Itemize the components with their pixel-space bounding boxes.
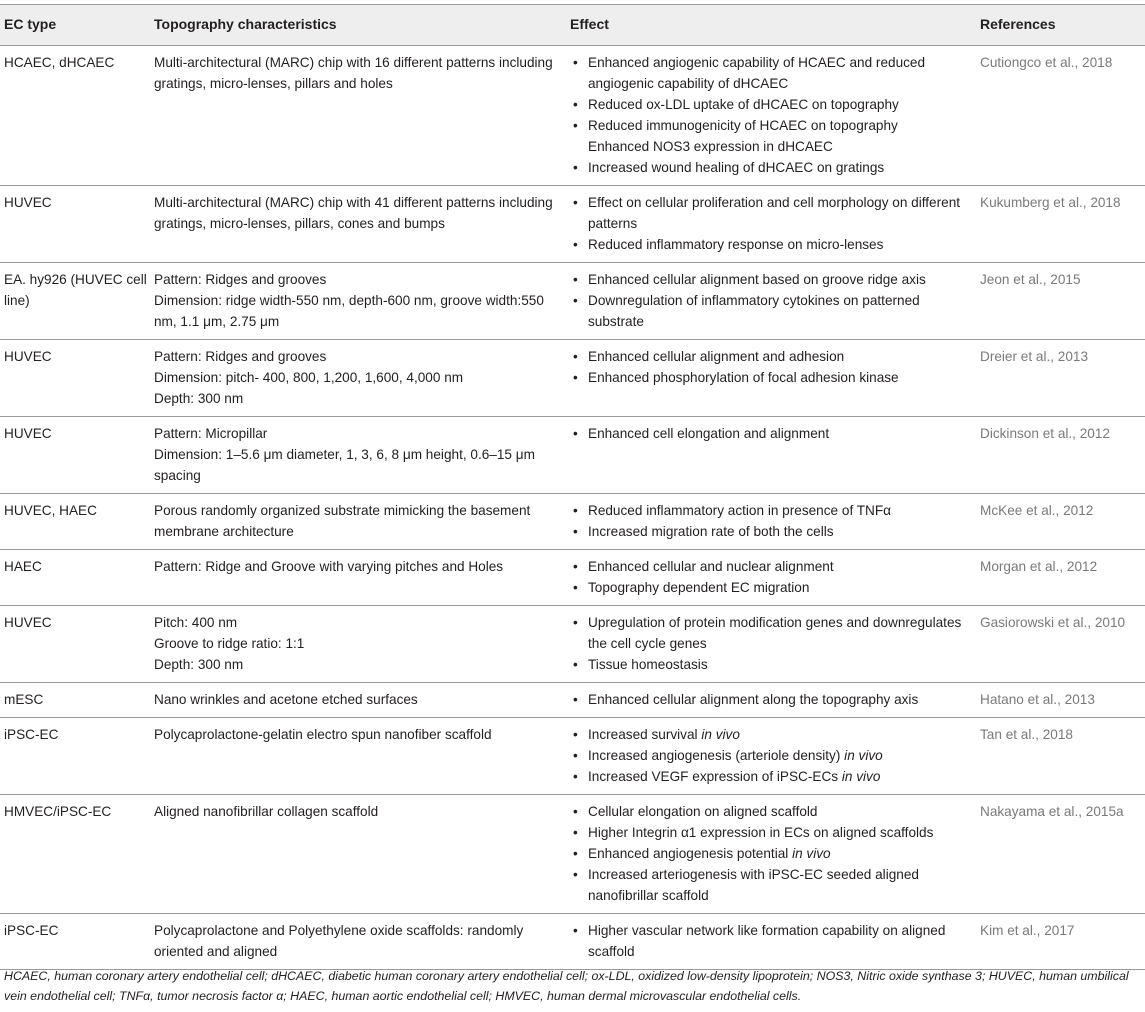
cell-topography: [150, 340, 566, 417]
cell-effect: [566, 683, 976, 718]
cell-effect: [566, 606, 976, 683]
effect-item: • Enhanced cell elongation and alignment: [570, 423, 976, 444]
table-row: [0, 263, 1145, 340]
cell-topography: [150, 795, 566, 914]
table-row: [0, 186, 1145, 263]
cell-topography: [150, 46, 566, 186]
cell-effect: [566, 46, 976, 186]
cell-topography: [150, 683, 566, 718]
effect-item: • Increased migration rate of both the cells: [570, 521, 976, 542]
effect-item: • Effect on cellular proliferation and cell morphology on different patterns: [570, 192, 976, 234]
topography-line: Multi-architectural (MARC) chip with 16 different patterns including gratings, micro-lenses, pillars and holes: [154, 55, 553, 91]
effect-item: • Reduced inflammatory action in presence of TNFα: [570, 500, 976, 521]
effect-list: [570, 920, 976, 962]
effect-item: • Enhanced phosphorylation of focal adhesion kinase: [570, 367, 976, 388]
table-row: [0, 340, 1145, 417]
effect-list: [570, 724, 976, 787]
topography-line: Polycaprolactone and Polyethylene oxide scaffolds: randomly oriented and aligned: [154, 923, 524, 959]
effect-item: • Cellular elongation on aligned scaffold: [570, 801, 976, 822]
effect-item: • Enhanced angiogenesis potential in vivo: [570, 843, 976, 864]
topography-line: Dimension: ridge width-550 nm, depth-600 nm, groove width:550 nm, 1.1 μm, 2.75 μm: [154, 293, 544, 329]
cell-effect: [566, 417, 976, 494]
cell-reference[interactable]: Dickinson et al., 2012: [976, 417, 1145, 494]
effect-list: [570, 423, 976, 444]
cell-ec-type: HAEC: [0, 550, 150, 606]
cell-topography: [150, 186, 566, 263]
effect-list: [570, 556, 976, 598]
cell-reference[interactable]: Gasiorowski et al., 2010: [976, 606, 1145, 683]
effect-item: • Reduced ox-LDL uptake of dHCAEC on topography: [570, 94, 976, 115]
cell-topography: [150, 263, 566, 340]
table-row: [0, 683, 1145, 718]
cell-ec-type: iPSC-EC: [0, 914, 150, 970]
cell-reference[interactable]: Kim et al., 2017: [976, 914, 1145, 970]
table-row: [0, 914, 1145, 970]
cell-effect: [566, 550, 976, 606]
header-effect: Effect: [566, 5, 976, 46]
effect-item: Enhanced NOS3 expression in dHCAEC: [588, 139, 833, 154]
effect-item: • Higher vascular network like formation capability on aligned scaffold: [570, 920, 976, 962]
cell-ec-type: HCAEC, dHCAEC: [0, 46, 150, 186]
cell-topography: [150, 417, 566, 494]
cell-ec-type: EA. hy926 (HUVEC cell line): [0, 263, 150, 340]
topography-line: Pattern: Ridge and Groove with varying pitches and Holes: [154, 559, 504, 574]
topography-line: Multi-architectural (MARC) chip with 41 different patterns including gratings, micro-lenses, pillars, cones and bumps: [154, 195, 553, 231]
effect-list: [570, 689, 976, 710]
topography-line: Pattern: Micropillar: [154, 426, 268, 441]
effect-item: • Increased VEGF expression of iPSC-ECs in vivo: [570, 766, 976, 787]
cell-reference[interactable]: Morgan et al., 2012: [976, 550, 1145, 606]
header-ec-type: EC type: [0, 5, 150, 46]
effect-list: [570, 500, 976, 542]
topography-line: Porous randomly organized substrate mimicking the basement membrane architecture: [154, 503, 531, 539]
effect-item: • Enhanced cellular alignment based on groove ridge axis: [570, 269, 976, 290]
header-topography: Topography characteristics: [150, 5, 566, 46]
topography-line: Polycaprolactone-gelatin electro spun nanofiber scaffold: [154, 727, 492, 742]
cell-topography: [150, 550, 566, 606]
effect-item: • Reduced inflammatory response on micro-lenses: [570, 234, 976, 255]
table-row: [0, 606, 1145, 683]
effect-item: • Topography dependent EC migration: [570, 577, 976, 598]
cell-effect: [566, 263, 976, 340]
effect-item: • Enhanced cellular and nuclear alignment: [570, 556, 976, 577]
cell-ec-type: HUVEC: [0, 606, 150, 683]
topography-line: Depth: 300 nm: [154, 657, 244, 672]
ec-topography-table: [0, 4, 1145, 970]
effect-list: [570, 192, 976, 255]
table-footnote: HCAEC, human coronary artery endothelial cell; dHCAEC, diabetic human coronary artery endothelial cell; ox-LDL, oxidized low-density lipoprotein; NOS3, Nitric oxide synthase 3; HUVEC, human umbilical vein endothelial cell; TNFα, tumor necrosis factor α; HAEC, human aortic endothelial cell; HMVEC, human dermal microvascular endothelial cells.: [4, 969, 1129, 1003]
table-row: [0, 494, 1145, 550]
effect-list: [570, 612, 976, 675]
topography-line: Dimension: 1–5.6 μm diameter, 1, 3, 6, 8 μm height, 0.6–15 μm spacing: [154, 447, 535, 483]
table-row: [0, 718, 1145, 795]
cell-topography: [150, 914, 566, 970]
cell-effect: [566, 186, 976, 263]
topography-line: Pitch: 400 nm: [154, 615, 238, 630]
topography-line: Depth: 300 nm: [154, 391, 244, 406]
effect-item: • Increased arteriogenesis with iPSC-EC seeded aligned nanofibrillar scaffold: [570, 864, 976, 906]
cell-ec-type: HUVEC: [0, 340, 150, 417]
table-row: [0, 46, 1145, 186]
cell-reference[interactable]: Nakayama et al., 2015a: [976, 795, 1145, 914]
cell-reference[interactable]: McKee et al., 2012: [976, 494, 1145, 550]
table-row: [0, 417, 1145, 494]
effect-list: [570, 269, 976, 332]
header-references: References: [976, 5, 1145, 46]
effect-item: • Increased survival in vivo: [570, 724, 976, 745]
cell-ec-type: mESC: [0, 683, 150, 718]
table-header: [0, 5, 1145, 46]
cell-topography: [150, 606, 566, 683]
effect-item: • Increased wound healing of dHCAEC on gratings: [570, 157, 976, 178]
cell-topography: [150, 494, 566, 550]
cell-effect: [566, 914, 976, 970]
effect-item: • Enhanced angiogenic capability of HCAEC and reduced angiogenic capability of dHCAEC: [570, 52, 976, 94]
cell-ec-type: HUVEC, HAEC: [0, 494, 150, 550]
cell-reference[interactable]: Cutiongco et al., 2018: [976, 46, 1145, 186]
cell-ec-type: iPSC-EC: [0, 718, 150, 795]
cell-ec-type: HMVEC/iPSC-EC: [0, 795, 150, 914]
effect-list: [570, 346, 976, 388]
table-row: [0, 550, 1145, 606]
effect-item: • Tissue homeostasis: [570, 654, 976, 675]
effect-item: • Higher Integrin α1 expression in ECs on aligned scaffolds: [570, 822, 976, 843]
effect-item: • Enhanced cellular alignment along the topography axis: [570, 689, 976, 710]
topography-line: Nano wrinkles and acetone etched surfaces: [154, 692, 418, 707]
effect-item: • Reduced immunogenicity of HCAEC on topography: [570, 115, 976, 136]
cell-effect: [566, 718, 976, 795]
effect-item: • Upregulation of protein modification genes and downregulates the cell cycle genes: [570, 612, 976, 654]
topography-line: Groove to ridge ratio: 1:1: [154, 636, 305, 651]
cell-effect: [566, 795, 976, 914]
header-row: [0, 5, 1145, 46]
topography-line: Dimension: pitch- 400, 800, 1,200, 1,600, 4,000 nm: [154, 370, 464, 385]
table-body: [0, 46, 1145, 970]
cell-reference[interactable]: Jeon et al., 2015: [976, 263, 1145, 340]
cell-reference[interactable]: Kukumberg et al., 2018: [976, 186, 1145, 263]
cell-reference[interactable]: Dreier et al., 2013: [976, 340, 1145, 417]
cell-reference[interactable]: Tan et al., 2018: [976, 718, 1145, 795]
topography-line: Pattern: Ridges and grooves: [154, 349, 327, 364]
cell-effect: [566, 494, 976, 550]
table-row: [0, 795, 1145, 914]
effect-item: • Enhanced cellular alignment and adhesion: [570, 346, 976, 367]
topography-line: Aligned nanofibrillar collagen scaffold: [154, 804, 379, 819]
cell-ec-type: HUVEC: [0, 186, 150, 263]
effect-item: • Downregulation of inflammatory cytokines on patterned substrate: [570, 290, 976, 332]
effect-list: [570, 801, 976, 906]
cell-effect: [566, 340, 976, 417]
topography-line: Pattern: Ridges and grooves: [154, 272, 327, 287]
effect-list: [570, 52, 976, 178]
cell-ec-type: HUVEC: [0, 417, 150, 494]
cell-reference[interactable]: Hatano et al., 2013: [976, 683, 1145, 718]
effect-item: • Increased angiogenesis (arteriole density) in vivo: [570, 745, 976, 766]
cell-topography: [150, 718, 566, 795]
